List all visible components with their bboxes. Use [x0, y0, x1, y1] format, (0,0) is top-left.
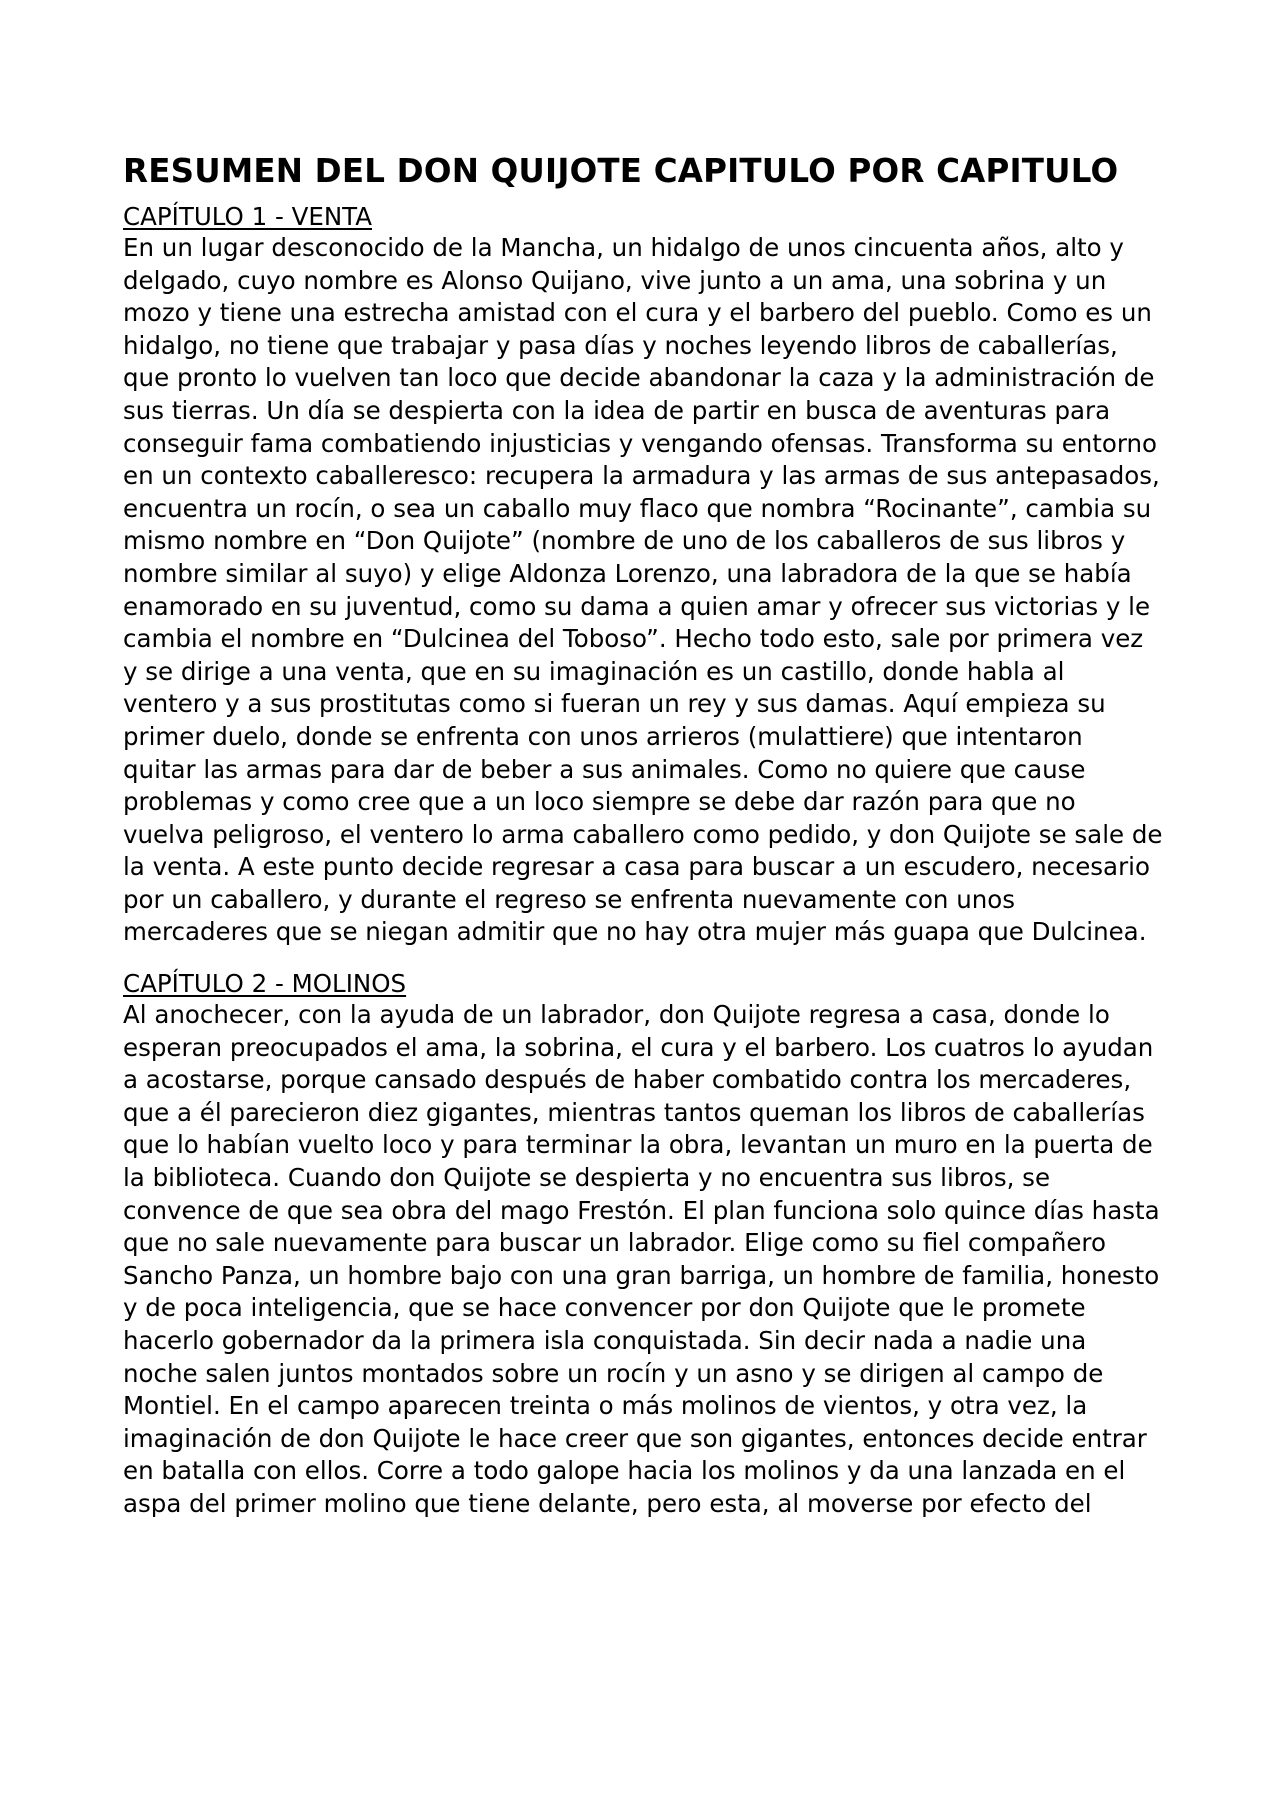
- chapter-heading-1: CAPÍTULO 1 - VENTA: [123, 202, 373, 231]
- chapter-section-2: [123, 969, 1163, 1521]
- chapter-text-1: En un lugar desconocido de la Mancha, un hidalgo de unos cincuenta años, alto y delgado, cuyo nombre es Alonso Quijano, vive junto a un ama, una sobrina y un mozo y tiene una estrecha amistad con el cura y el barbero del pueblo. Como es un hidalgo, no tiene que trabajar y pasa días y noches leyendo libros de caballerías, que pronto lo vuelven tan loco que decide abandonar la caza y la administración de sus tierras. Un día se despierta con la idea de partir en busca de aventuras para conseguir fama combatiendo injusticias y vengando ofensas. Transforma su entorno en un contexto caballeresco: recupera la armadura y las armas de sus antepasados, encuentra un rocín, o sea un caballo muy flaco que nombra “Rocinante”, cambia su mismo nombre en “Don Quijote” (nombre de uno de los caballeros de sus libros y nombre similar al suyo) y elige Aldonza Lorenzo, una labradora de la que se había enamorado en su juventud, como su dama a quien amar y ofrecer sus victorias y le cambia el nombre en “Dulcinea del Toboso”. Hecho todo esto, sale por primera vez y se dirige a una venta, que en su imaginación es un castillo, donde habla al ventero y a sus prostitutas como si fueran un rey y sus damas. Aquí empieza su primer duelo, donde se enfrenta con unos arrieros (mulattiere) que intentaron quitar las armas para dar de beber a sus animales. Como no quiere que cause problemas y como cree que a un loco siempre se debe dar razón para que no vuelva peligroso, el ventero lo arma caballero como pedido, y don Quijote se sale de la venta. A este punto decide regresar a casa para buscar a un escudero, necesario por un caballero, y durante el regreso se enfrenta nuevamente con unos mercaderes que se niegan admitir que no hay otra mujer más guapa que Dulcinea.: [123, 233, 1163, 947]
- chapter-heading-2: CAPÍTULO 2 - MOLINOS: [123, 969, 407, 999]
- document-title: RESUMEN DEL DON QUIJOTE CAPITULO POR CAPITULO: [123, 152, 1119, 190]
- chapter-text-2: Al anochecer, con la ayuda de un labrador, don Quijote regresa a casa, donde lo esperan preocupados el ama, la sobrina, el cura y el barbero. Los cuatros lo ayudan a acostarse, porque cansado después de haber combatido contra los mercaderes, que a él parecieron diez gigantes, mientras tantos queman los libros de caballerías que lo habían vuelto loco y para terminar la obra, levantan un muro en la puerta de la biblioteca. Cuando don Quijote se despierta y no encuentra sus libros, se convence de que sea obra del mago Frestón. El plan funciona solo quince días hasta que no sale nuevamente para buscar un labrador. Elige como su fiel compañero Sancho Panza, un hombre bajo con una gran barriga, un hombre de familia, honesto y de poca inteligencia, que se hace convencer por don Quijote que le promete hacerlo gobernador da la primera isla conquistada. Sin decir nada a nadie una noche salen juntos montados sobre un rocín y un asno y se dirigen al campo de Montiel. En el campo aparecen treinta o más molinos de vientos, y otra vez, la imaginación de don Quijote le hace creer que son gigantes, entonces decide entrar en batalla con ellos. Corre a todo galope hacia los molinos y da una lanzada en el aspa del primer molino que tiene delante, pero esta, al moverse por efecto del: [123, 1000, 1160, 1518]
- document-page: [123, 150, 1163, 1541]
- chapter-section-1: [123, 202, 1163, 949]
